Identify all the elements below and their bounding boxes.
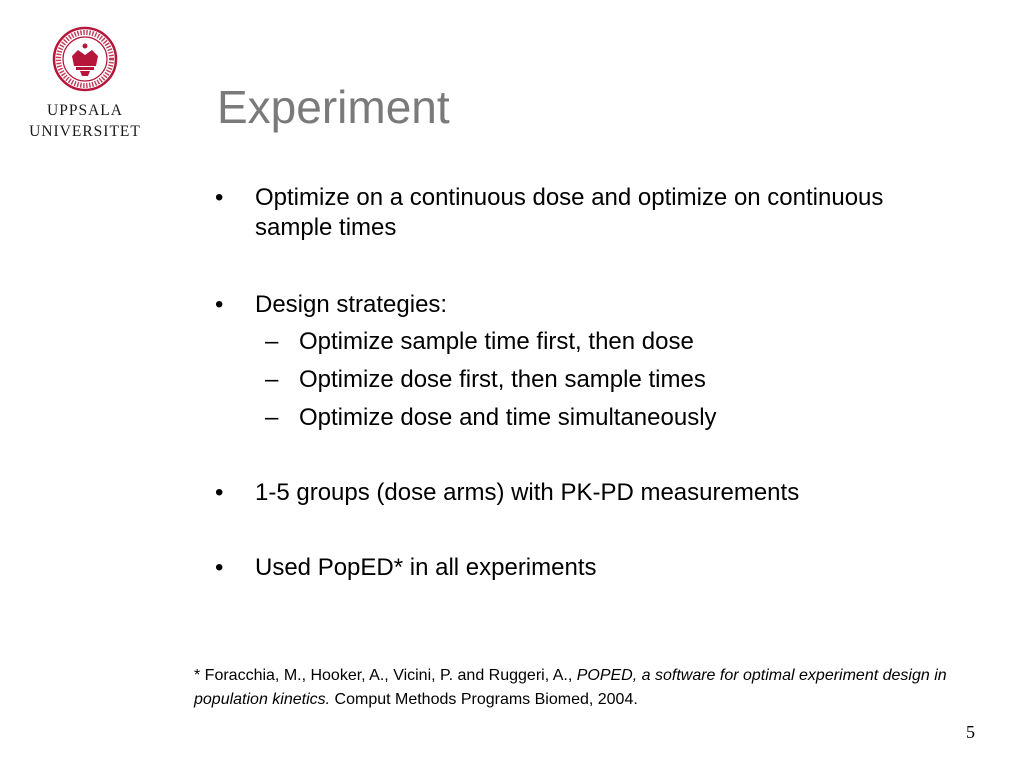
dash-icon: – — [265, 366, 279, 393]
footnote-prefix: * Foracchia, M., Hooker, A., Vicini, P. and Ruggeri, A., — [194, 667, 577, 684]
sub-bullet-text: Optimize sample time first, then dose — [299, 328, 694, 355]
dash-icon: – — [265, 328, 279, 355]
university-seal-icon — [52, 26, 118, 92]
footnote-suffix: Comput Methods Programs Biomed, 2004. — [330, 691, 638, 708]
sub-bullet-text: Optimize dose and time simultaneously — [299, 404, 717, 431]
logo-line-universitet: UNIVERSITET — [29, 123, 141, 140]
dash-icon: – — [265, 404, 279, 431]
bullet-text: Optimize on a continuous dose and optimize on continuous sample times — [255, 184, 884, 241]
bullet-text: 1-5 groups (dose arms) with PK-PD measurements — [255, 479, 800, 506]
bullet-text: Used PopED* in all experiments — [255, 554, 597, 581]
bullet-icon: • — [215, 479, 224, 506]
slide-title: Experiment — [217, 81, 450, 133]
footnote-italic-title: POPED, a software for optimal experiment design in population kinetics. — [194, 667, 947, 708]
logo-line-uppsala: UPPSALA — [47, 102, 123, 119]
bullet-text: Design strategies: — [255, 291, 448, 318]
footnote-citation — [194, 664, 954, 712]
bullet-icon: • — [215, 554, 224, 581]
sub-bullet-text: Optimize dose first, then sample times — [299, 366, 706, 393]
bullet-icon: • — [215, 291, 224, 318]
bullet-icon: • — [215, 184, 224, 211]
page-number: 5 — [966, 722, 975, 742]
